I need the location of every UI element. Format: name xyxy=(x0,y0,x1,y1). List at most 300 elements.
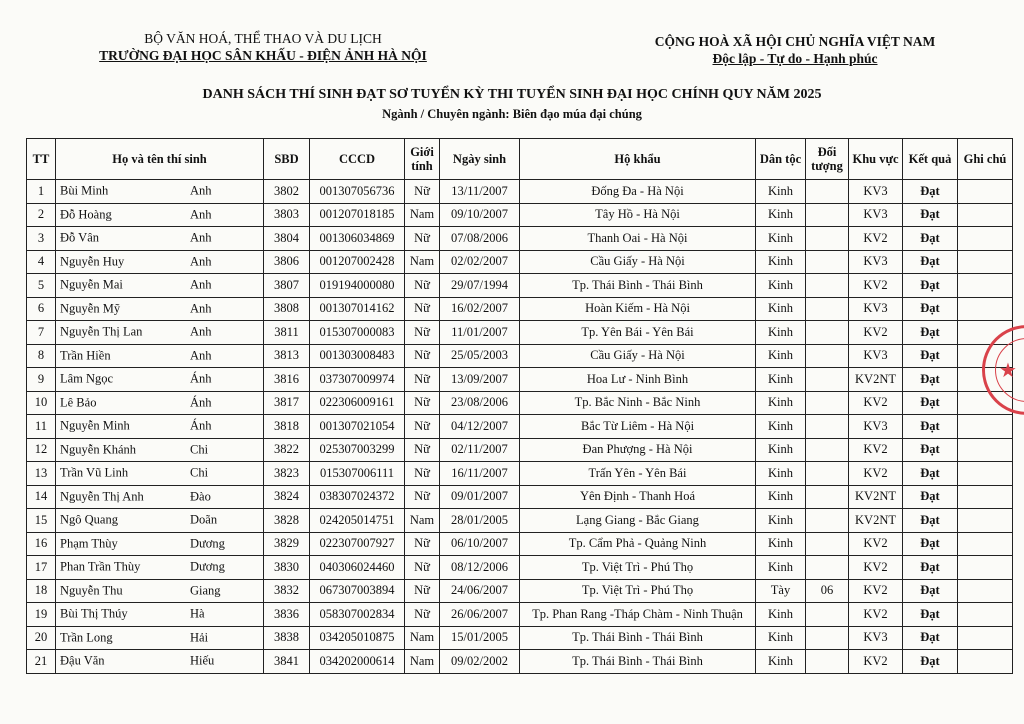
cell-region: KV2NT xyxy=(849,368,903,392)
table-row xyxy=(27,344,1013,368)
cell-residence: Tp. Thái Bình - Thái Bình xyxy=(520,650,756,674)
cell-result: Đạt xyxy=(903,415,958,439)
col-priority xyxy=(806,139,849,180)
cell-cccd: 015307006111 xyxy=(310,462,405,486)
cell-result: Đạt xyxy=(903,556,958,580)
cell-region: KV2NT xyxy=(849,509,903,533)
cell-result: Đạt xyxy=(903,297,958,321)
cell-tt: 6 xyxy=(27,297,56,321)
ministry-name: BỘ VĂN HOÁ, THỂ THAO VÀ DU LỊCH xyxy=(144,31,382,46)
given-name: Anh xyxy=(190,348,212,363)
cell-dob: 13/11/2007 xyxy=(440,180,520,204)
cell-name xyxy=(56,462,264,486)
given-name: Hải xyxy=(190,630,209,645)
given-name: Dương xyxy=(190,559,225,574)
cell-name xyxy=(56,603,264,627)
given-name: Ánh xyxy=(190,395,212,410)
cell-gender: Nữ xyxy=(405,485,440,509)
family-name: Nguyễn Thu xyxy=(60,583,123,598)
family-name: Đỗ Hoàng xyxy=(60,207,112,222)
table-row xyxy=(27,297,1013,321)
cell-dob: 16/02/2007 xyxy=(440,297,520,321)
cell-tt: 4 xyxy=(27,250,56,274)
cell-residence: Tp. Việt Trì - Phú Thọ xyxy=(520,579,756,603)
cell-name xyxy=(56,203,264,227)
given-name: Đào xyxy=(190,489,211,504)
cell-sbd: 3811 xyxy=(264,321,310,345)
table-row xyxy=(27,532,1013,556)
cell-note xyxy=(958,438,1013,462)
cell-gender: Nữ xyxy=(405,368,440,392)
given-name: Chi xyxy=(190,465,209,480)
cell-gender: Nữ xyxy=(405,344,440,368)
cell-ethnicity: Kinh xyxy=(756,532,806,556)
cell-note xyxy=(958,650,1013,674)
cell-note xyxy=(958,462,1013,486)
cell-cccd: 025307003299 xyxy=(310,438,405,462)
cell-name xyxy=(56,250,264,274)
cell-tt: 17 xyxy=(27,556,56,580)
cell-result: Đạt xyxy=(903,250,958,274)
cell-residence: Trấn Yên - Yên Bái xyxy=(520,462,756,486)
given-name: Anh xyxy=(190,207,212,222)
cell-residence: Hoàn Kiếm - Hà Nội xyxy=(520,297,756,321)
cell-sbd: 3808 xyxy=(264,297,310,321)
cell-name xyxy=(56,321,264,345)
cell-ethnicity: Kinh xyxy=(756,297,806,321)
col-residence: Hộ khẩu xyxy=(520,139,756,180)
republic-name: CỘNG HOÀ XÃ HỘI CHỦ NGHĨA VIỆT NAM xyxy=(654,34,936,49)
cell-result: Đạt xyxy=(903,650,958,674)
table-row xyxy=(27,391,1013,415)
cell-ethnicity: Kinh xyxy=(756,250,806,274)
cell-gender: Nữ xyxy=(405,297,440,321)
cell-name xyxy=(56,626,264,650)
col-tt: TT xyxy=(27,139,56,180)
cell-tt: 16 xyxy=(27,532,56,556)
cell-sbd: 3816 xyxy=(264,368,310,392)
school-name: TRƯỜNG ĐẠI HỌC SÂN KHẤU - ĐIỆN ẢNH HÀ NỘI xyxy=(99,48,427,63)
cell-sbd: 3836 xyxy=(264,603,310,627)
cell-note xyxy=(958,626,1013,650)
cell-cccd: 001306034869 xyxy=(310,227,405,251)
cell-cccd: 058307002834 xyxy=(310,603,405,627)
cell-sbd: 3828 xyxy=(264,509,310,533)
family-name: Ngô Quang xyxy=(60,512,118,527)
cell-name xyxy=(56,579,264,603)
given-name: Ánh xyxy=(190,418,212,433)
cell-result: Đạt xyxy=(903,532,958,556)
given-name: Ánh xyxy=(190,371,212,386)
cell-region: KV3 xyxy=(849,250,903,274)
cell-tt: 8 xyxy=(27,344,56,368)
cell-name xyxy=(56,368,264,392)
cell-cccd: 034202000614 xyxy=(310,650,405,674)
cell-name xyxy=(56,391,264,415)
candidate-table xyxy=(26,138,1013,674)
document-subtitle: Ngành / Chuyên ngành: Biên đạo múa đại chúng xyxy=(382,107,642,121)
table-body xyxy=(27,180,1013,674)
table-row xyxy=(27,227,1013,251)
cell-gender: Nam xyxy=(405,509,440,533)
cell-tt: 9 xyxy=(27,368,56,392)
cell-residence: Cầu Giấy - Hà Nội xyxy=(520,344,756,368)
cell-priority xyxy=(806,250,849,274)
given-name: Anh xyxy=(190,254,212,269)
cell-region: KV3 xyxy=(849,415,903,439)
cell-tt: 7 xyxy=(27,321,56,345)
cell-priority xyxy=(806,297,849,321)
table-row xyxy=(27,203,1013,227)
cell-residence: Yên Định - Thanh Hoá xyxy=(520,485,756,509)
cell-cccd: 001307056736 xyxy=(310,180,405,204)
cell-residence: Tp. Bắc Ninh - Bắc Ninh xyxy=(520,391,756,415)
national-motto: Độc lập - Tự do - Hạnh phúc xyxy=(712,51,878,66)
cell-priority xyxy=(806,321,849,345)
cell-cccd: 022307007927 xyxy=(310,532,405,556)
cell-sbd: 3813 xyxy=(264,344,310,368)
family-name: Phạm Thùy xyxy=(60,536,118,551)
cell-name xyxy=(56,650,264,674)
cell-note xyxy=(958,556,1013,580)
col-ethnicity: Dân tộc xyxy=(756,139,806,180)
cell-cccd: 024205014751 xyxy=(310,509,405,533)
cell-residence: Tây Hồ - Hà Nội xyxy=(520,203,756,227)
cell-dob: 08/12/2006 xyxy=(440,556,520,580)
cell-priority xyxy=(806,603,849,627)
cell-sbd: 3829 xyxy=(264,532,310,556)
issuer-header xyxy=(88,30,438,64)
cell-cccd: 040306024460 xyxy=(310,556,405,580)
cell-residence: Tp. Cẩm Phả - Quảng Ninh xyxy=(520,532,756,556)
cell-sbd: 3838 xyxy=(264,626,310,650)
given-name: Hiếu xyxy=(190,653,215,668)
cell-result: Đạt xyxy=(903,391,958,415)
cell-gender: Nữ xyxy=(405,462,440,486)
cell-priority xyxy=(806,203,849,227)
cell-region: KV2 xyxy=(849,462,903,486)
cell-dob: 09/01/2007 xyxy=(440,485,520,509)
cell-priority xyxy=(806,485,849,509)
col-gender-line1: Giới xyxy=(410,145,434,159)
family-name: Trần Long xyxy=(60,630,113,645)
col-gender-line2: tính xyxy=(411,159,433,173)
cell-result: Đạt xyxy=(903,344,958,368)
cell-sbd: 3803 xyxy=(264,203,310,227)
cell-name xyxy=(56,509,264,533)
family-name: Nguyễn Thị Lan xyxy=(60,324,143,339)
family-name: Lê Bảo xyxy=(60,395,97,410)
cell-region: KV2 xyxy=(849,391,903,415)
cell-tt: 2 xyxy=(27,203,56,227)
cell-priority xyxy=(806,180,849,204)
cell-residence: Tp. Thái Bình - Thái Bình xyxy=(520,626,756,650)
table-row xyxy=(27,321,1013,345)
cell-name xyxy=(56,227,264,251)
table-row xyxy=(27,250,1013,274)
cell-tt: 13 xyxy=(27,462,56,486)
given-name: Chi xyxy=(190,442,209,457)
cell-region: KV2 xyxy=(849,227,903,251)
cell-result: Đạt xyxy=(903,462,958,486)
cell-ethnicity: Kinh xyxy=(756,203,806,227)
cell-ethnicity: Kinh xyxy=(756,462,806,486)
cell-ethnicity: Kinh xyxy=(756,321,806,345)
cell-tt: 1 xyxy=(27,180,56,204)
cell-tt: 5 xyxy=(27,274,56,298)
col-region: Khu vực xyxy=(849,139,903,180)
given-name: Giang xyxy=(190,583,221,598)
given-name: Anh xyxy=(190,324,212,339)
family-name: Nguyễn Minh xyxy=(60,418,130,433)
cell-residence: Hoa Lư - Ninh Bình xyxy=(520,368,756,392)
col-dob: Ngày sinh xyxy=(440,139,520,180)
family-name: Lâm Ngọc xyxy=(60,371,114,386)
table-row xyxy=(27,462,1013,486)
cell-cccd: 001307021054 xyxy=(310,415,405,439)
cell-residence: Tp. Phan Rang -Tháp Chàm - Ninh Thuận xyxy=(520,603,756,627)
cell-gender: Nữ xyxy=(405,603,440,627)
cell-dob: 25/05/2003 xyxy=(440,344,520,368)
cell-region: KV2 xyxy=(849,556,903,580)
family-name: Trần Hiền xyxy=(60,348,111,363)
cell-residence: Tp. Yên Bái - Yên Bái xyxy=(520,321,756,345)
cell-sbd: 3817 xyxy=(264,391,310,415)
cell-result: Đạt xyxy=(903,509,958,533)
cell-ethnicity: Kinh xyxy=(756,415,806,439)
cell-dob: 11/01/2007 xyxy=(440,321,520,345)
cell-sbd: 3823 xyxy=(264,462,310,486)
cell-note xyxy=(958,485,1013,509)
cell-note xyxy=(958,274,1013,298)
cell-ethnicity: Kinh xyxy=(756,556,806,580)
cell-ethnicity: Kinh xyxy=(756,368,806,392)
family-name: Nguyễn Khánh xyxy=(60,442,137,457)
cell-gender: Nữ xyxy=(405,321,440,345)
cell-priority xyxy=(806,227,849,251)
cell-region: KV2 xyxy=(849,579,903,603)
cell-name xyxy=(56,415,264,439)
cell-dob: 13/09/2007 xyxy=(440,368,520,392)
cell-cccd: 001307014162 xyxy=(310,297,405,321)
table-row xyxy=(27,415,1013,439)
cell-tt: 14 xyxy=(27,485,56,509)
table-row xyxy=(27,579,1013,603)
col-priority-line1: Đối xyxy=(817,145,837,159)
family-name: Nguyễn Mai xyxy=(60,277,123,292)
col-priority-line2: tượng xyxy=(811,159,843,173)
col-result: Kết quả xyxy=(903,139,958,180)
family-name: Bùi Minh xyxy=(60,183,109,198)
cell-ethnicity: Kinh xyxy=(756,344,806,368)
cell-note xyxy=(958,579,1013,603)
given-name: Anh xyxy=(190,230,212,245)
cell-dob: 26/06/2007 xyxy=(440,603,520,627)
document-title: DANH SÁCH THÍ SINH ĐẠT SƠ TUYỂN KỲ THI TUYỂN SINH ĐẠI HỌC CHÍNH QUY NĂM 2025 xyxy=(202,87,822,102)
cell-gender: Nữ xyxy=(405,438,440,462)
cell-name xyxy=(56,344,264,368)
cell-ethnicity: Kinh xyxy=(756,274,806,298)
cell-result: Đạt xyxy=(903,485,958,509)
col-note: Ghi chú xyxy=(958,139,1013,180)
seal-star-icon: ★ xyxy=(999,358,1017,382)
cell-tt: 12 xyxy=(27,438,56,462)
cell-sbd: 3822 xyxy=(264,438,310,462)
cell-ethnicity: Kinh xyxy=(756,438,806,462)
cell-gender: Nữ xyxy=(405,415,440,439)
table-row xyxy=(27,368,1013,392)
cell-name xyxy=(56,556,264,580)
cell-result: Đạt xyxy=(903,180,958,204)
cell-priority xyxy=(806,532,849,556)
cell-region: KV3 xyxy=(849,626,903,650)
family-name: Đỗ Vân xyxy=(60,230,100,245)
col-gender xyxy=(405,139,440,180)
col-name: Họ và tên thí sinh xyxy=(56,139,264,180)
table-row xyxy=(27,180,1013,204)
cell-residence: Bắc Từ Liêm - Hà Nội xyxy=(520,415,756,439)
cell-sbd: 3818 xyxy=(264,415,310,439)
cell-dob: 24/06/2007 xyxy=(440,579,520,603)
cell-gender: Nữ xyxy=(405,180,440,204)
cell-result: Đạt xyxy=(903,227,958,251)
cell-ethnicity: Kinh xyxy=(756,603,806,627)
cell-result: Đạt xyxy=(903,603,958,627)
cell-name xyxy=(56,297,264,321)
cell-gender: Nữ xyxy=(405,391,440,415)
cell-tt: 3 xyxy=(27,227,56,251)
cell-gender: Nam xyxy=(405,203,440,227)
family-name: Bùi Thị Thúy xyxy=(60,606,128,621)
cell-cccd: 067307003894 xyxy=(310,579,405,603)
cell-name xyxy=(56,532,264,556)
cell-region: KV2 xyxy=(849,603,903,627)
cell-cccd: 022306009161 xyxy=(310,391,405,415)
cell-ethnicity: Kinh xyxy=(756,626,806,650)
table-row xyxy=(27,274,1013,298)
cell-priority xyxy=(806,650,849,674)
cell-gender: Nữ xyxy=(405,227,440,251)
cell-residence: Đan Phượng - Hà Nội xyxy=(520,438,756,462)
cell-residence: Tp. Thái Bình - Thái Bình xyxy=(520,274,756,298)
cell-note xyxy=(958,227,1013,251)
cell-dob: 06/10/2007 xyxy=(440,532,520,556)
cell-sbd: 3832 xyxy=(264,579,310,603)
cell-cccd: 019194000080 xyxy=(310,274,405,298)
cell-note xyxy=(958,297,1013,321)
given-name: Dương xyxy=(190,536,225,551)
cell-note xyxy=(958,250,1013,274)
cell-note xyxy=(958,180,1013,204)
cell-sbd: 3807 xyxy=(264,274,310,298)
cell-cccd: 001303008483 xyxy=(310,344,405,368)
cell-residence: Đống Đa - Hà Nội xyxy=(520,180,756,204)
cell-tt: 15 xyxy=(27,509,56,533)
family-name: Đậu Văn xyxy=(60,653,105,668)
cell-tt: 20 xyxy=(27,626,56,650)
cell-dob: 04/12/2007 xyxy=(440,415,520,439)
cell-sbd: 3841 xyxy=(264,650,310,674)
family-name: Nguyễn Mỹ xyxy=(60,301,121,316)
cell-priority xyxy=(806,462,849,486)
cell-sbd: 3830 xyxy=(264,556,310,580)
family-name: Nguyễn Huy xyxy=(60,254,125,269)
cell-region: KV2 xyxy=(849,438,903,462)
cell-residence: Tp. Việt Trì - Phú Thọ xyxy=(520,556,756,580)
col-cccd: CCCD xyxy=(310,139,405,180)
cell-priority xyxy=(806,274,849,298)
cell-dob: 07/08/2006 xyxy=(440,227,520,251)
cell-tt: 18 xyxy=(27,579,56,603)
family-name: Nguyễn Thị Anh xyxy=(60,489,144,504)
cell-residence: Cầu Giấy - Hà Nội xyxy=(520,250,756,274)
cell-ethnicity: Kinh xyxy=(756,485,806,509)
cell-dob: 23/08/2006 xyxy=(440,391,520,415)
cell-result: Đạt xyxy=(903,321,958,345)
table-row xyxy=(27,556,1013,580)
cell-ethnicity: Tày xyxy=(756,579,806,603)
table-row xyxy=(27,650,1013,674)
cell-region: KV3 xyxy=(849,180,903,204)
cell-ethnicity: Kinh xyxy=(756,650,806,674)
cell-dob: 02/02/2007 xyxy=(440,250,520,274)
cell-tt: 11 xyxy=(27,415,56,439)
cell-priority xyxy=(806,556,849,580)
table-row xyxy=(27,485,1013,509)
table-row xyxy=(27,603,1013,627)
cell-note xyxy=(958,203,1013,227)
cell-sbd: 3806 xyxy=(264,250,310,274)
cell-cccd: 015307000083 xyxy=(310,321,405,345)
cell-name xyxy=(56,485,264,509)
cell-name xyxy=(56,438,264,462)
cell-cccd: 001207018185 xyxy=(310,203,405,227)
given-name: Anh xyxy=(190,301,212,316)
cell-dob: 29/07/1994 xyxy=(440,274,520,298)
cell-region: KV3 xyxy=(849,297,903,321)
family-name: Phan Trần Thùy xyxy=(60,559,141,574)
national-header xyxy=(620,33,970,67)
cell-tt: 21 xyxy=(27,650,56,674)
cell-region: KV2 xyxy=(849,650,903,674)
cell-gender: Nam xyxy=(405,626,440,650)
cell-region: KV2 xyxy=(849,274,903,298)
cell-gender: Nam xyxy=(405,250,440,274)
cell-cccd: 034205010875 xyxy=(310,626,405,650)
cell-priority xyxy=(806,391,849,415)
cell-region: KV2 xyxy=(849,532,903,556)
cell-dob: 16/11/2007 xyxy=(440,462,520,486)
given-name: Doãn xyxy=(190,512,218,527)
col-sbd: SBD xyxy=(264,139,310,180)
cell-gender: Nữ xyxy=(405,274,440,298)
cell-note xyxy=(958,509,1013,533)
cell-dob: 02/11/2007 xyxy=(440,438,520,462)
table-header-row xyxy=(27,139,1013,180)
cell-residence: Thanh Oai - Hà Nội xyxy=(520,227,756,251)
cell-gender: Nữ xyxy=(405,532,440,556)
cell-region: KV2NT xyxy=(849,485,903,509)
cell-priority xyxy=(806,438,849,462)
cell-priority xyxy=(806,415,849,439)
cell-priority xyxy=(806,626,849,650)
cell-note xyxy=(958,415,1013,439)
cell-residence: Lạng Giang - Bắc Giang xyxy=(520,509,756,533)
cell-ethnicity: Kinh xyxy=(756,509,806,533)
cell-priority xyxy=(806,509,849,533)
cell-priority: 06 xyxy=(806,579,849,603)
cell-result: Đạt xyxy=(903,579,958,603)
